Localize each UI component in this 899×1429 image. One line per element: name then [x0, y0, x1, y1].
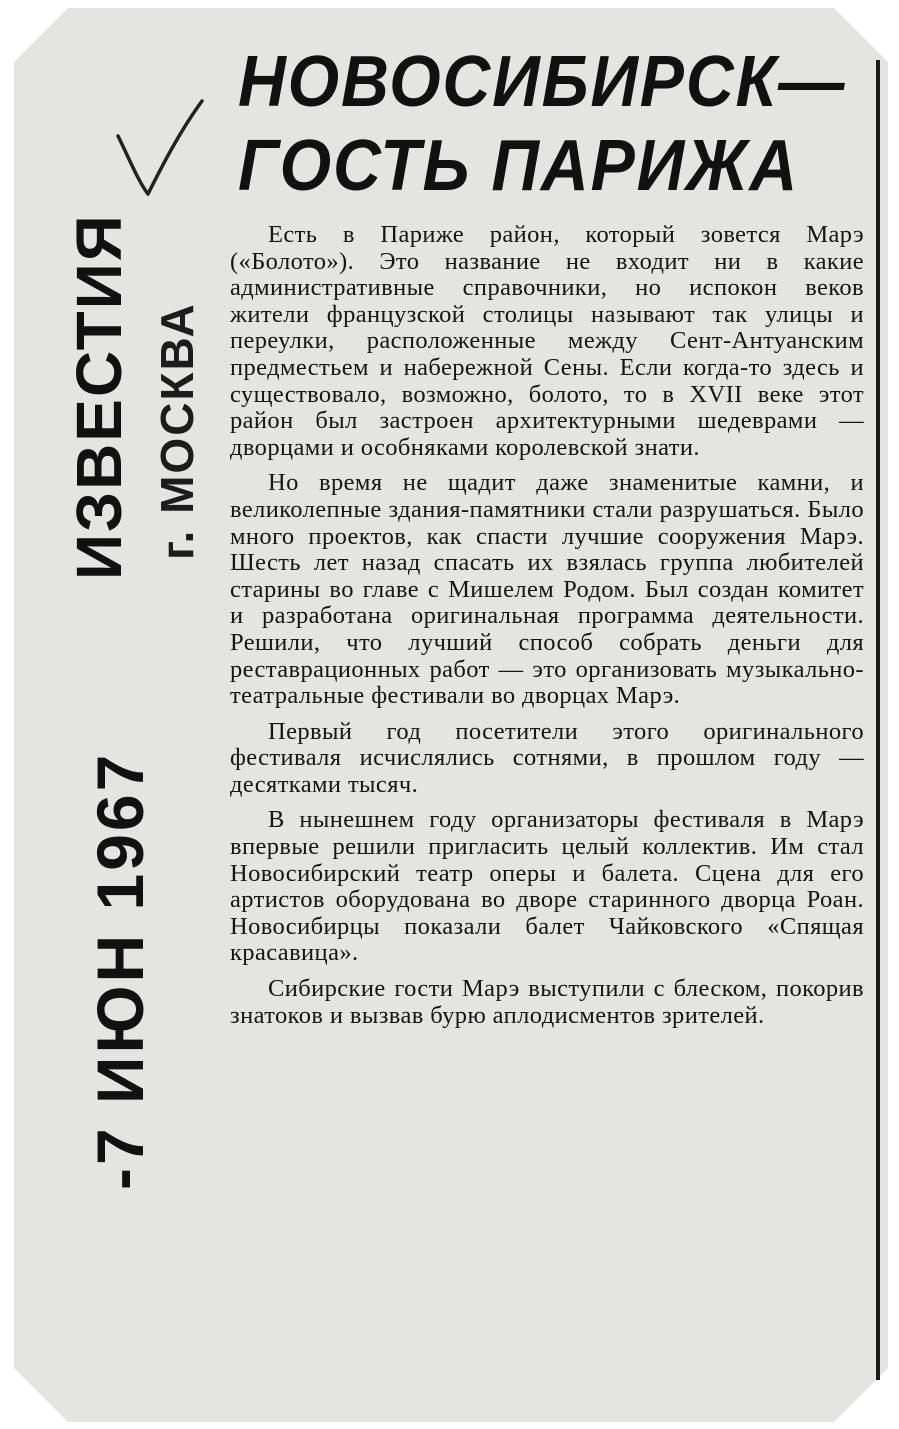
stamp-newspaper-name: ИЗВЕСТИЯ	[63, 213, 135, 580]
article-paragraph: Сибирские гости Марэ выступили с блеском, покорив знатоков и вызвав бурю аплодисментов зрителей.	[230, 975, 864, 1029]
headline-line-1: НОВОСИБИРСК—	[238, 42, 847, 122]
column-rule	[876, 60, 880, 1380]
stamp-city: г. МОСКВА	[151, 302, 203, 560]
headline	[238, 40, 847, 208]
article-paragraph: Первый год посетители этого оригинального фестиваля исчислялись сотнями, в прошлом году — десятками тысяч.	[230, 717, 864, 798]
headline-line-2: ГОСТЬ ПАРИЖА	[238, 126, 800, 206]
article-paragraph: В нынешнем году организаторы фестиваля в Марэ впервые решили пригласить целый коллектив. Им стал Новосибирский театр оперы и балета. Сцена для его артистов оборудована во дворе старинного дворца Роан. Новосибирцы показали балет Чайковского «Спящая красавица».	[230, 806, 864, 967]
article-body	[230, 222, 864, 1038]
article-paragraph: Но время не щадит даже знаменитые камни, и великолепные здания-памятники стали разрушаться. Было много проектов, как спасти лучшие сооружения Марэ. Шесть лет назад спасать их взялась группа любителей старины во главе с Мишелем Родом. Был создан комитет и разработана оригинальная программа деятельности. Решили, что лучший способ собрать деньги для реставрационных работ — это организовать музыкально-театральные фестивали во дворцах Марэ.	[230, 469, 864, 710]
article-paragraph: Есть в Париже район, который зовется Марэ («Болото»). Это название не входит ни в какие административные справочники, но испокон веков жители французской столицы называют так улицы и переулки, расположенные между Сент-Антуанским предместьем и набережной Сены. Если когда-то здесь и существовало, возможно, болото, то в XVII веке этот район был застроен архитектурными шедеврами — дворцами и особняками королевской знати.	[230, 221, 864, 461]
pencil-checkmark-icon	[110, 96, 210, 206]
stamp-date: -7 ИЮН 1967	[83, 751, 157, 1190]
